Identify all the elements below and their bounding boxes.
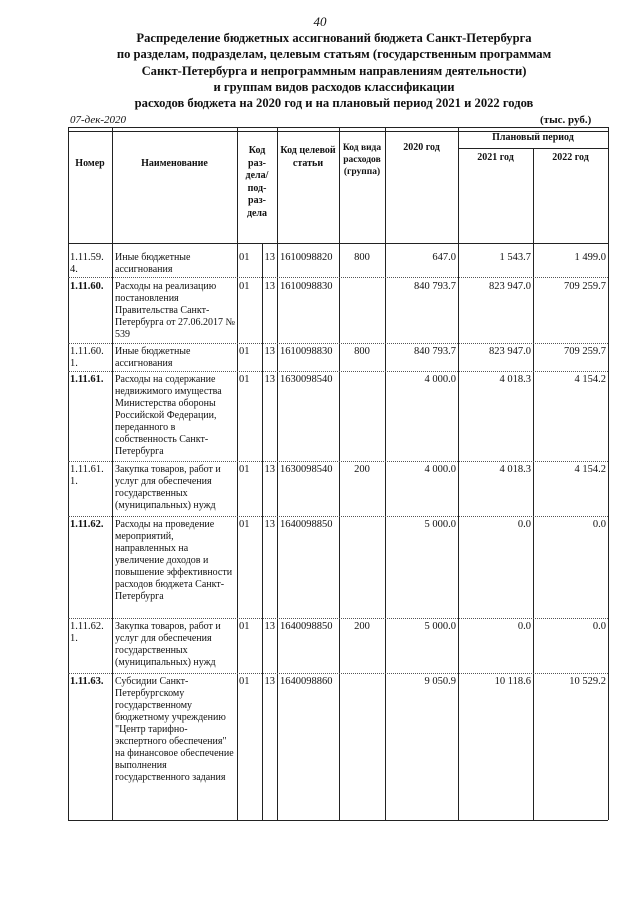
row-value-2021: 823 947.0 [489, 346, 531, 357]
row-name: Закупка товаров, работ и услуг для обеспечения государственных (муниципальных) нужд [115, 621, 221, 668]
row-target: 1630098540 [280, 464, 333, 475]
row-value-2022: 0.0 [592, 621, 606, 632]
row-value-2020: 840 793.7 [414, 281, 456, 292]
row-expense-type: 200 [354, 464, 370, 475]
row-expense-type: 800 [354, 252, 370, 263]
row-target: 1610098820 [280, 252, 333, 263]
row-value-2021: 10 118.6 [494, 676, 531, 687]
row-section: 01 [239, 621, 250, 632]
header-bottom-border [68, 243, 608, 244]
report-date: 07-дек-2020 [70, 114, 127, 126]
row-section: 01 [239, 374, 250, 385]
title-line: и группам видов расходов классификации [213, 79, 455, 94]
header-2022: 2022 год [552, 152, 589, 163]
row-value-2020: 647.0 [432, 252, 456, 263]
header-name: Наименование [141, 158, 208, 169]
row-target: 1630098540 [280, 374, 333, 385]
header-2020: 2020 год [403, 142, 440, 153]
row-subsection: 13 [264, 374, 275, 385]
row-section: 01 [239, 519, 250, 530]
row-separator [68, 673, 608, 674]
row-section: 01 [239, 252, 250, 263]
title-line: Санкт-Петербурга и непрограммным направлениям деятельности) [141, 63, 527, 78]
row-section: 01 [239, 346, 250, 357]
row-number: 1.11.61. [70, 374, 104, 385]
row-value-2021: 823 947.0 [489, 281, 531, 292]
row-number: 1.11.60. [70, 281, 104, 292]
row-value-2021: 4 018.3 [499, 374, 531, 385]
row-number: 1.11.62.1. [70, 621, 104, 644]
header-2021: 2021 год [477, 152, 514, 163]
header-number: Номер [75, 158, 105, 169]
page-number: 40 [313, 14, 327, 29]
row-value-2020: 840 793.7 [414, 346, 456, 357]
row-separator [68, 343, 608, 344]
header-target: Код целевой статьи [280, 145, 336, 169]
header-planned-period: Плановый период [492, 132, 574, 143]
row-section: 01 [239, 464, 250, 475]
row-expense-type: 800 [354, 346, 370, 357]
header-expense-type: Код вида расходов (группа) [342, 143, 382, 177]
col-border [262, 243, 263, 820]
row-value-2022: 709 259.7 [564, 346, 606, 357]
row-number: 1.11.59.4. [70, 252, 104, 275]
row-value-2021: 0.0 [517, 519, 531, 530]
row-separator [68, 371, 608, 372]
row-separator [68, 461, 608, 462]
row-value-2021: 0.0 [517, 621, 531, 632]
row-number: 1.11.62. [70, 519, 104, 530]
row-name: Расходы на проведение мероприятий, направленных на увеличение доходов и повышение эффективности расходов бюджета Санкт-Петербурга [115, 519, 233, 602]
col-border [277, 127, 278, 820]
row-value-2020: 4 000.0 [424, 374, 456, 385]
row-target: 1640098850 [280, 621, 333, 632]
row-name: Субсидии Санкт-Петербургскому государственному бюджетному учреждению "Центр тарифно-экспертного обеспечения" на финансовое обеспечение выполнения государственного задания [115, 676, 234, 783]
row-name: Расходы на реализацию постановления Правительства Санкт-Петербурга от 27.06.2017 № 539 [115, 281, 235, 340]
row-name: Иные бюджетные ассигнования [115, 346, 191, 369]
title-line: по разделам, подразделам, целевым статьям (государственным программам [116, 47, 552, 62]
row-value-2022: 0.0 [592, 519, 606, 530]
col-border [68, 127, 69, 820]
row-separator [68, 618, 608, 619]
row-value-2020: 5 000.0 [424, 519, 456, 530]
header-section: Код раз-дела/ под-раз-дела [245, 145, 269, 219]
title-line: расходов бюджета на 2020 год и на плановый период 2021 и 2022 годов [134, 96, 534, 111]
row-subsection: 13 [264, 281, 275, 292]
units-label: (тыс. руб.) [540, 114, 592, 126]
row-value-2020: 4 000.0 [424, 464, 456, 475]
col-border [237, 127, 238, 820]
row-section: 01 [239, 281, 250, 292]
row-name: Закупка товаров, работ и услуг для обеспечения государственных (муниципальных) нужд [115, 464, 221, 511]
col-border [533, 148, 534, 820]
col-border [608, 127, 609, 820]
row-value-2022: 10 529.2 [569, 676, 606, 687]
row-number: 1.11.61.1. [70, 464, 104, 487]
row-value-2022: 4 154.2 [574, 374, 606, 385]
row-subsection: 13 [264, 676, 275, 687]
row-value-2021: 1 543.7 [499, 252, 531, 263]
row-subsection: 13 [264, 464, 275, 475]
document-title [60, 30, 608, 111]
row-target: 1640098850 [280, 519, 333, 530]
title-line: Распределение бюджетных ассигнований бюджета Санкт-Петербурга [136, 31, 532, 45]
row-number: 1.11.63. [70, 676, 104, 687]
row-name: Расходы на содержание недвижимого имущества Министерства обороны Российской Федерации, переданного в собственность Санкт-Петербурга [115, 374, 222, 457]
row-subsection: 13 [264, 346, 275, 357]
row-target: 1640098860 [280, 676, 333, 687]
row-subsection: 13 [264, 519, 275, 530]
row-subsection: 13 [264, 252, 275, 263]
row-value-2022: 709 259.7 [564, 281, 606, 292]
row-section: 01 [239, 676, 250, 687]
row-target: 1610098830 [280, 281, 333, 292]
row-name: Иные бюджетные ассигнования [115, 252, 191, 275]
row-separator [68, 516, 608, 517]
row-value-2022: 1 499.0 [574, 252, 606, 263]
row-value-2020: 9 050.9 [424, 676, 456, 687]
table-bottom-border [68, 820, 608, 821]
row-value-2020: 5 000.0 [424, 621, 456, 632]
row-target: 1610098830 [280, 346, 333, 357]
row-expense-type: 200 [354, 621, 370, 632]
row-number: 1.11.60.1. [70, 346, 104, 369]
row-separator [68, 277, 608, 278]
row-value-2022: 4 154.2 [574, 464, 606, 475]
row-value-2021: 4 018.3 [499, 464, 531, 475]
col-border [112, 127, 113, 820]
row-subsection: 13 [264, 621, 275, 632]
table-top-border [68, 127, 608, 128]
